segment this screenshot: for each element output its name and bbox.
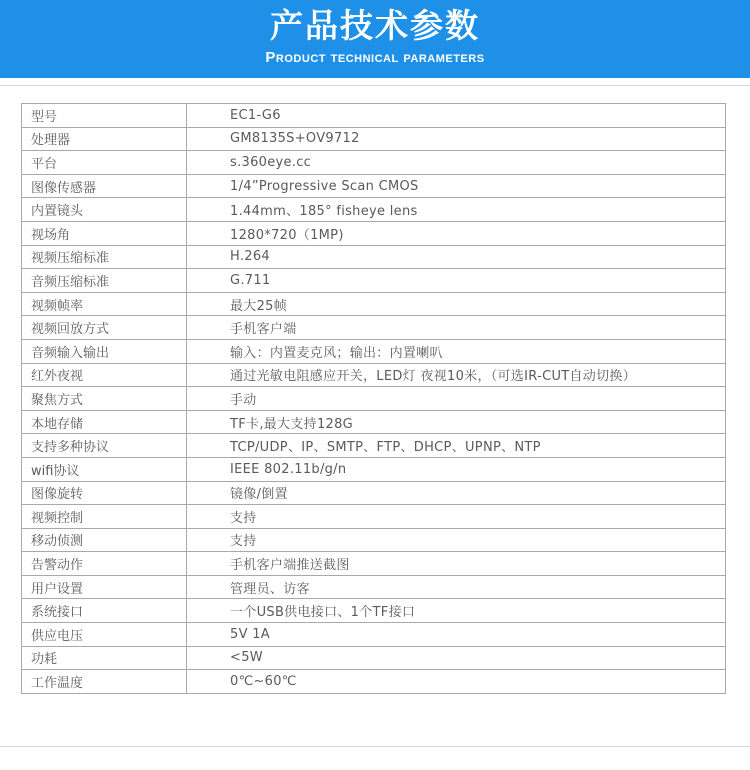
spec-value: TF卡,最大支持128G (187, 410, 726, 434)
spec-value: IEEE 802.11b/g/n (187, 457, 726, 481)
spec-table-body (22, 104, 726, 694)
spec-row (22, 269, 726, 293)
spec-row (22, 245, 726, 269)
spec-label: 工作温度 (22, 670, 187, 694)
spec-label: 本地存储 (22, 410, 187, 434)
spec-label: 视频回放方式 (22, 316, 187, 340)
spec-value: <5W (187, 646, 726, 670)
spec-row (22, 599, 726, 623)
spec-label: 供应电压 (22, 623, 187, 647)
spec-row (22, 457, 726, 481)
spec-value: 0℃~60℃ (187, 670, 726, 694)
spec-label: 红外夜视 (22, 363, 187, 387)
spec-value: 手动 (187, 387, 726, 411)
spec-label: 音频压缩标准 (22, 269, 187, 293)
spec-label: 告警动作 (22, 552, 187, 576)
spec-value: 镜像/倒置 (187, 481, 726, 505)
page-title: 产品技术参数 (270, 6, 480, 45)
spec-row (22, 339, 726, 363)
spec-value: 通过光敏电阻感应开关，LED灯 夜视10米，（可选IR-CUT自动切换） (187, 363, 726, 387)
spec-label: wifi协议 (22, 457, 187, 481)
spec-label: 功耗 (22, 646, 187, 670)
spec-row (22, 363, 726, 387)
spec-value: G.711 (187, 269, 726, 293)
spec-value: 管理员、访客 (187, 575, 726, 599)
spec-label: 视频控制 (22, 505, 187, 529)
spec-value: TCP/UDP、IP、SMTP、FTP、DHCP、UPNP、NTP (187, 434, 726, 458)
spec-label: 视场角 (22, 221, 187, 245)
spec-value: EC1-G6 (187, 104, 726, 128)
spec-value: s.360eye.cc (187, 151, 726, 175)
spec-value: 手机客户端推送截图 (187, 552, 726, 576)
spec-value: 支持 (187, 505, 726, 529)
spec-value: 最大25帧 (187, 292, 726, 316)
spec-label: 聚焦方式 (22, 387, 187, 411)
spec-row (22, 104, 726, 128)
spec-label: 平台 (22, 151, 187, 175)
spec-value: 5V 1A (187, 623, 726, 647)
spec-row (22, 198, 726, 222)
spec-label: 视频压缩标准 (22, 245, 187, 269)
spec-value: 1.44mm、185° fisheye lens (187, 198, 726, 222)
spec-row (22, 575, 726, 599)
spec-row (22, 292, 726, 316)
spec-row (22, 127, 726, 151)
spec-label: 支持多种协议 (22, 434, 187, 458)
spec-row (22, 151, 726, 175)
spec-value: 输入：内置麦克风；输出：内置喇叭 (187, 339, 726, 363)
spec-row (22, 174, 726, 198)
spec-label: 系统接口 (22, 599, 187, 623)
spec-row (22, 670, 726, 694)
page-subtitle: Product technical parameters (265, 49, 485, 66)
spec-label: 处理器 (22, 127, 187, 151)
spec-label: 移动侦测 (22, 528, 187, 552)
spec-value: 支持 (187, 528, 726, 552)
divider-top (0, 85, 750, 86)
divider-bottom (0, 746, 750, 747)
spec-value: 1280*720（1MP) (187, 221, 726, 245)
spec-label: 图像传感器 (22, 174, 187, 198)
spec-value: GM8135S+OV9712 (187, 127, 726, 151)
spec-value: 1/4”Progressive Scan CMOS (187, 174, 726, 198)
spec-label: 音频输入输出 (22, 339, 187, 363)
spec-row (22, 552, 726, 576)
spec-row (22, 528, 726, 552)
spec-label: 图像旋转 (22, 481, 187, 505)
spec-table (21, 103, 726, 694)
spec-row (22, 221, 726, 245)
header-banner (0, 0, 750, 78)
spec-value: H.264 (187, 245, 726, 269)
spec-row (22, 481, 726, 505)
spec-row (22, 316, 726, 340)
spec-value: 手机客户端 (187, 316, 726, 340)
spec-label: 用户设置 (22, 575, 187, 599)
spec-row (22, 623, 726, 647)
spec-label: 视频帧率 (22, 292, 187, 316)
spec-row (22, 387, 726, 411)
spec-row (22, 646, 726, 670)
spec-row (22, 434, 726, 458)
spec-value: 一个USB供电接口、1个TF接口 (187, 599, 726, 623)
spec-row (22, 505, 726, 529)
spec-label: 内置镜头 (22, 198, 187, 222)
spec-label: 型号 (22, 104, 187, 128)
spec-row (22, 410, 726, 434)
